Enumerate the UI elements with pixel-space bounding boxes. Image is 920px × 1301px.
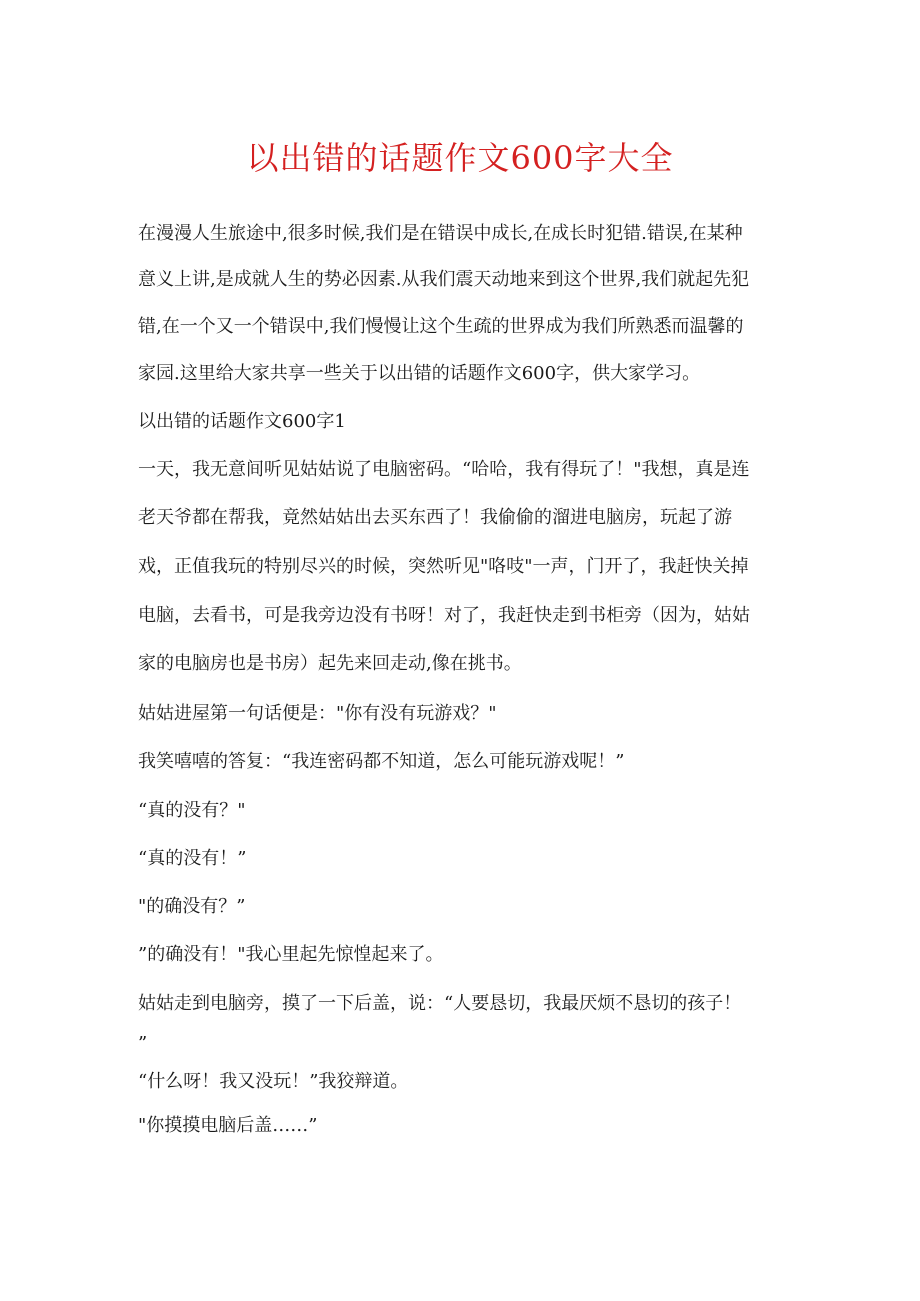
- document-title: 以出错的话题作文600字大全: [246, 139, 674, 177]
- paragraph-line: 戏，正值我玩的特别尽兴的时候，突然听见"咯吱"一声，门开了，我赶快关掉: [138, 556, 749, 577]
- paragraph-line: “真的没有？": [138, 800, 246, 821]
- paragraph-line: 家的电脑房也是书房）起先来回走动,像在挑书。: [138, 653, 522, 674]
- paragraph-line: 老天爷都在帮我，竟然姑姑出去买东西了！我偷偷的溜进电脑房，玩起了游: [138, 507, 732, 528]
- paragraph-line: "的确没有？”: [138, 896, 246, 917]
- paragraph-line: “什么呀！我又没玩！”我狡辩道。: [138, 1071, 409, 1092]
- paragraph-line: 姑姑进屋第一句话便是："你有没有玩游戏？": [138, 703, 497, 724]
- paragraph-line: 姑姑走到电脑旁，摸了一下后盖，说：“人要恳切，我最厌烦不恳切的孩子！: [138, 993, 742, 1014]
- paragraph-line: 意义上讲,是成就人生的势必因素.从我们震天动地来到这个世界,我们就起先犯: [138, 269, 750, 290]
- paragraph-line: 电脑，去看书，可是我旁边没有书呀！对了，我赶快走到书柜旁（因为，姑姑: [138, 605, 750, 626]
- paragraph-line: "你摸摸电脑后盖……”: [138, 1115, 318, 1136]
- paragraph-line: ”: [138, 1033, 148, 1054]
- paragraph-line: ”的确没有！"我心里起先惊惶起来了。: [138, 944, 444, 965]
- paragraph-line: 家园.这里给大家共享一些关于以出错的话题作文600字，供大家学习。: [138, 363, 701, 384]
- section-heading: 以出错的话题作文600字1: [138, 411, 346, 432]
- paragraph-line: 错,在一个又一个错误中,我们慢慢让这个生疏的世界成为我们所熟悉而温馨的: [138, 316, 744, 337]
- paragraph-line: 我笑嘻嘻的答复：“我连密码都不知道，怎么可能玩游戏呢！”: [138, 751, 625, 772]
- paragraph-line: 一天，我无意间听见姑姑说了电脑密码。“哈哈，我有得玩了！"我想，真是连: [138, 459, 750, 480]
- paragraph-line: “真的没有！”: [138, 848, 247, 869]
- paragraph-line: 在漫漫人生旅途中,很多时候,我们是在错误中成长,在成长时犯错.错误,在某种: [138, 223, 743, 244]
